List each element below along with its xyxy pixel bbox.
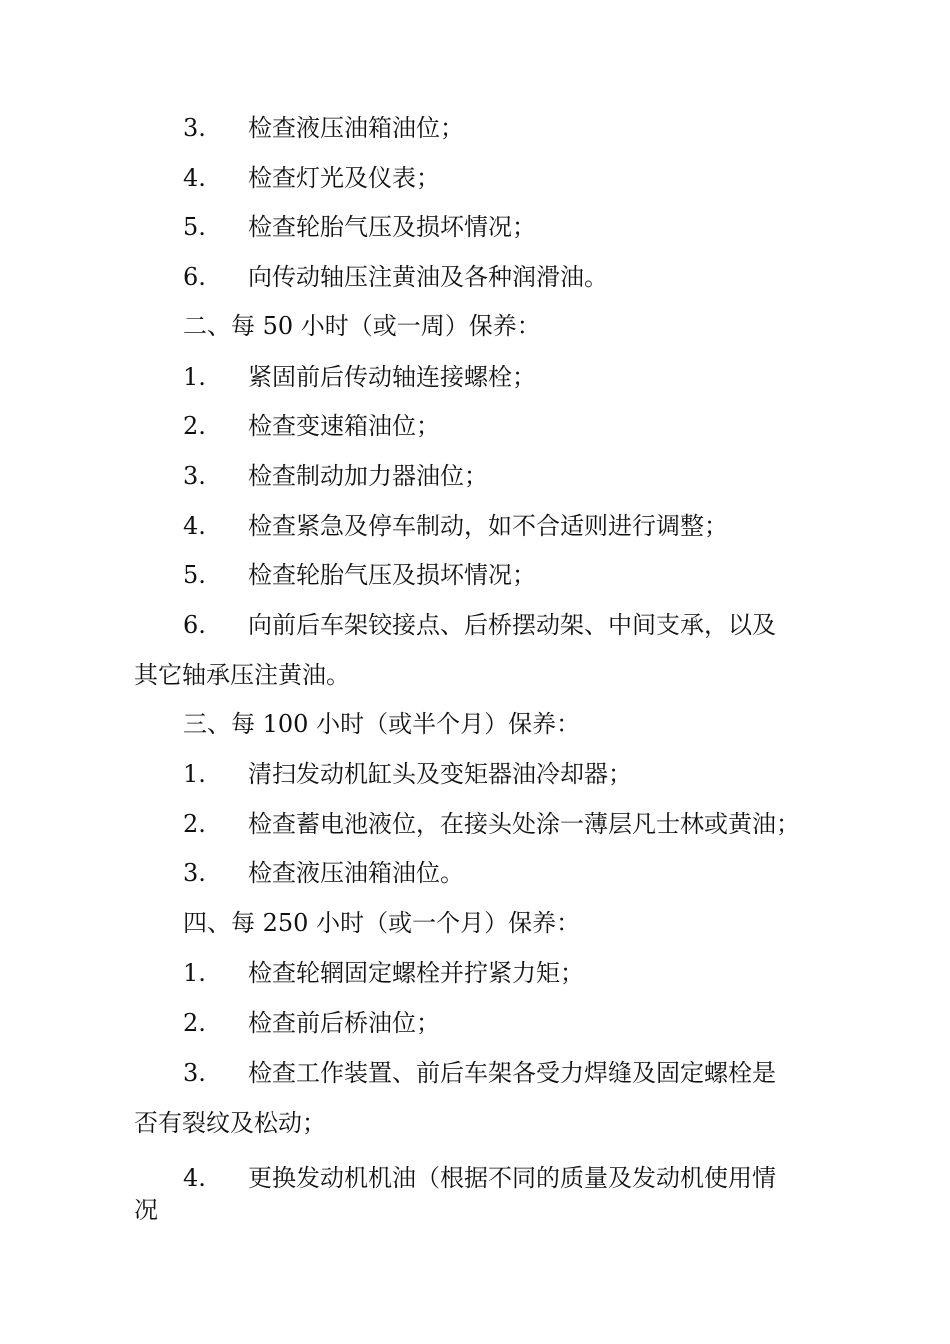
item-text: 检查前后桥油位； <box>248 1009 440 1037</box>
item-number: 2. <box>183 810 206 838</box>
item-number: 4. <box>183 1164 206 1192</box>
item-text-continued: 其它轴承压注黄油。 <box>134 661 350 689</box>
item-number: 6. <box>183 611 206 639</box>
item-number: 1. <box>183 363 206 391</box>
item-text: 检查变速箱油位； <box>248 412 440 440</box>
section-heading-text: 二、每 50 小时（或一周）保养： <box>183 312 541 340</box>
item-text: 检查工作装置、前后车架各受力焊缝及固定螺栓是 <box>248 1059 776 1087</box>
item-text: 检查液压油箱油位； <box>248 114 464 142</box>
item-number: 4. <box>183 512 206 540</box>
item-number: 3. <box>183 1059 206 1087</box>
item-text: 紧固前后传动轴连接螺栓； <box>248 363 536 391</box>
item-text-continued: 否有裂纹及松动； <box>134 1109 326 1137</box>
item-text: 检查灯光及仪表； <box>248 164 440 192</box>
item-text: 检查轮胎气压及损坏情况； <box>248 561 536 589</box>
item-number: 6. <box>183 263 206 291</box>
item-number: 4. <box>183 164 206 192</box>
item-text: 检查轮胎气压及损坏情况； <box>248 213 536 241</box>
section-heading-text: 三、每 100 小时（或半个月）保养： <box>183 710 581 738</box>
item-text: 检查液压油箱油位。 <box>248 859 464 887</box>
item-text: 向传动轴压注黄油及各种润滑油。 <box>248 263 608 291</box>
item-text: 检查轮辋固定螺栓并拧紧力矩； <box>248 959 584 987</box>
item-number: 3. <box>183 859 206 887</box>
item-text: 检查蓄电池液位，在接头处涂一薄层凡士林或黄油； <box>248 810 800 838</box>
item-number: 3. <box>183 114 206 142</box>
item-number: 1. <box>183 959 206 987</box>
item-number: 5. <box>183 213 206 241</box>
item-number: 3. <box>183 462 206 490</box>
item-number: 5. <box>183 561 206 589</box>
item-text: 更换发动机机油（根据不同的质量及发动机使用情 <box>248 1164 776 1192</box>
item-text: 检查紧急及停车制动，如不合适则进行调整； <box>248 512 728 540</box>
item-text: 清扫发动机缸头及变矩器油冷却器； <box>248 760 632 788</box>
item-text: 检查制动加力器油位； <box>248 462 488 490</box>
section-heading-text: 四、每 250 小时（或一个月）保养： <box>183 909 581 937</box>
item-number: 2. <box>183 412 206 440</box>
item-text: 向前后车架铰接点、后桥摆动架、中间支承，以及 <box>248 611 776 639</box>
item-text-continued: 况 <box>134 1196 158 1224</box>
item-number: 2. <box>183 1009 206 1037</box>
item-number: 1. <box>183 760 206 788</box>
